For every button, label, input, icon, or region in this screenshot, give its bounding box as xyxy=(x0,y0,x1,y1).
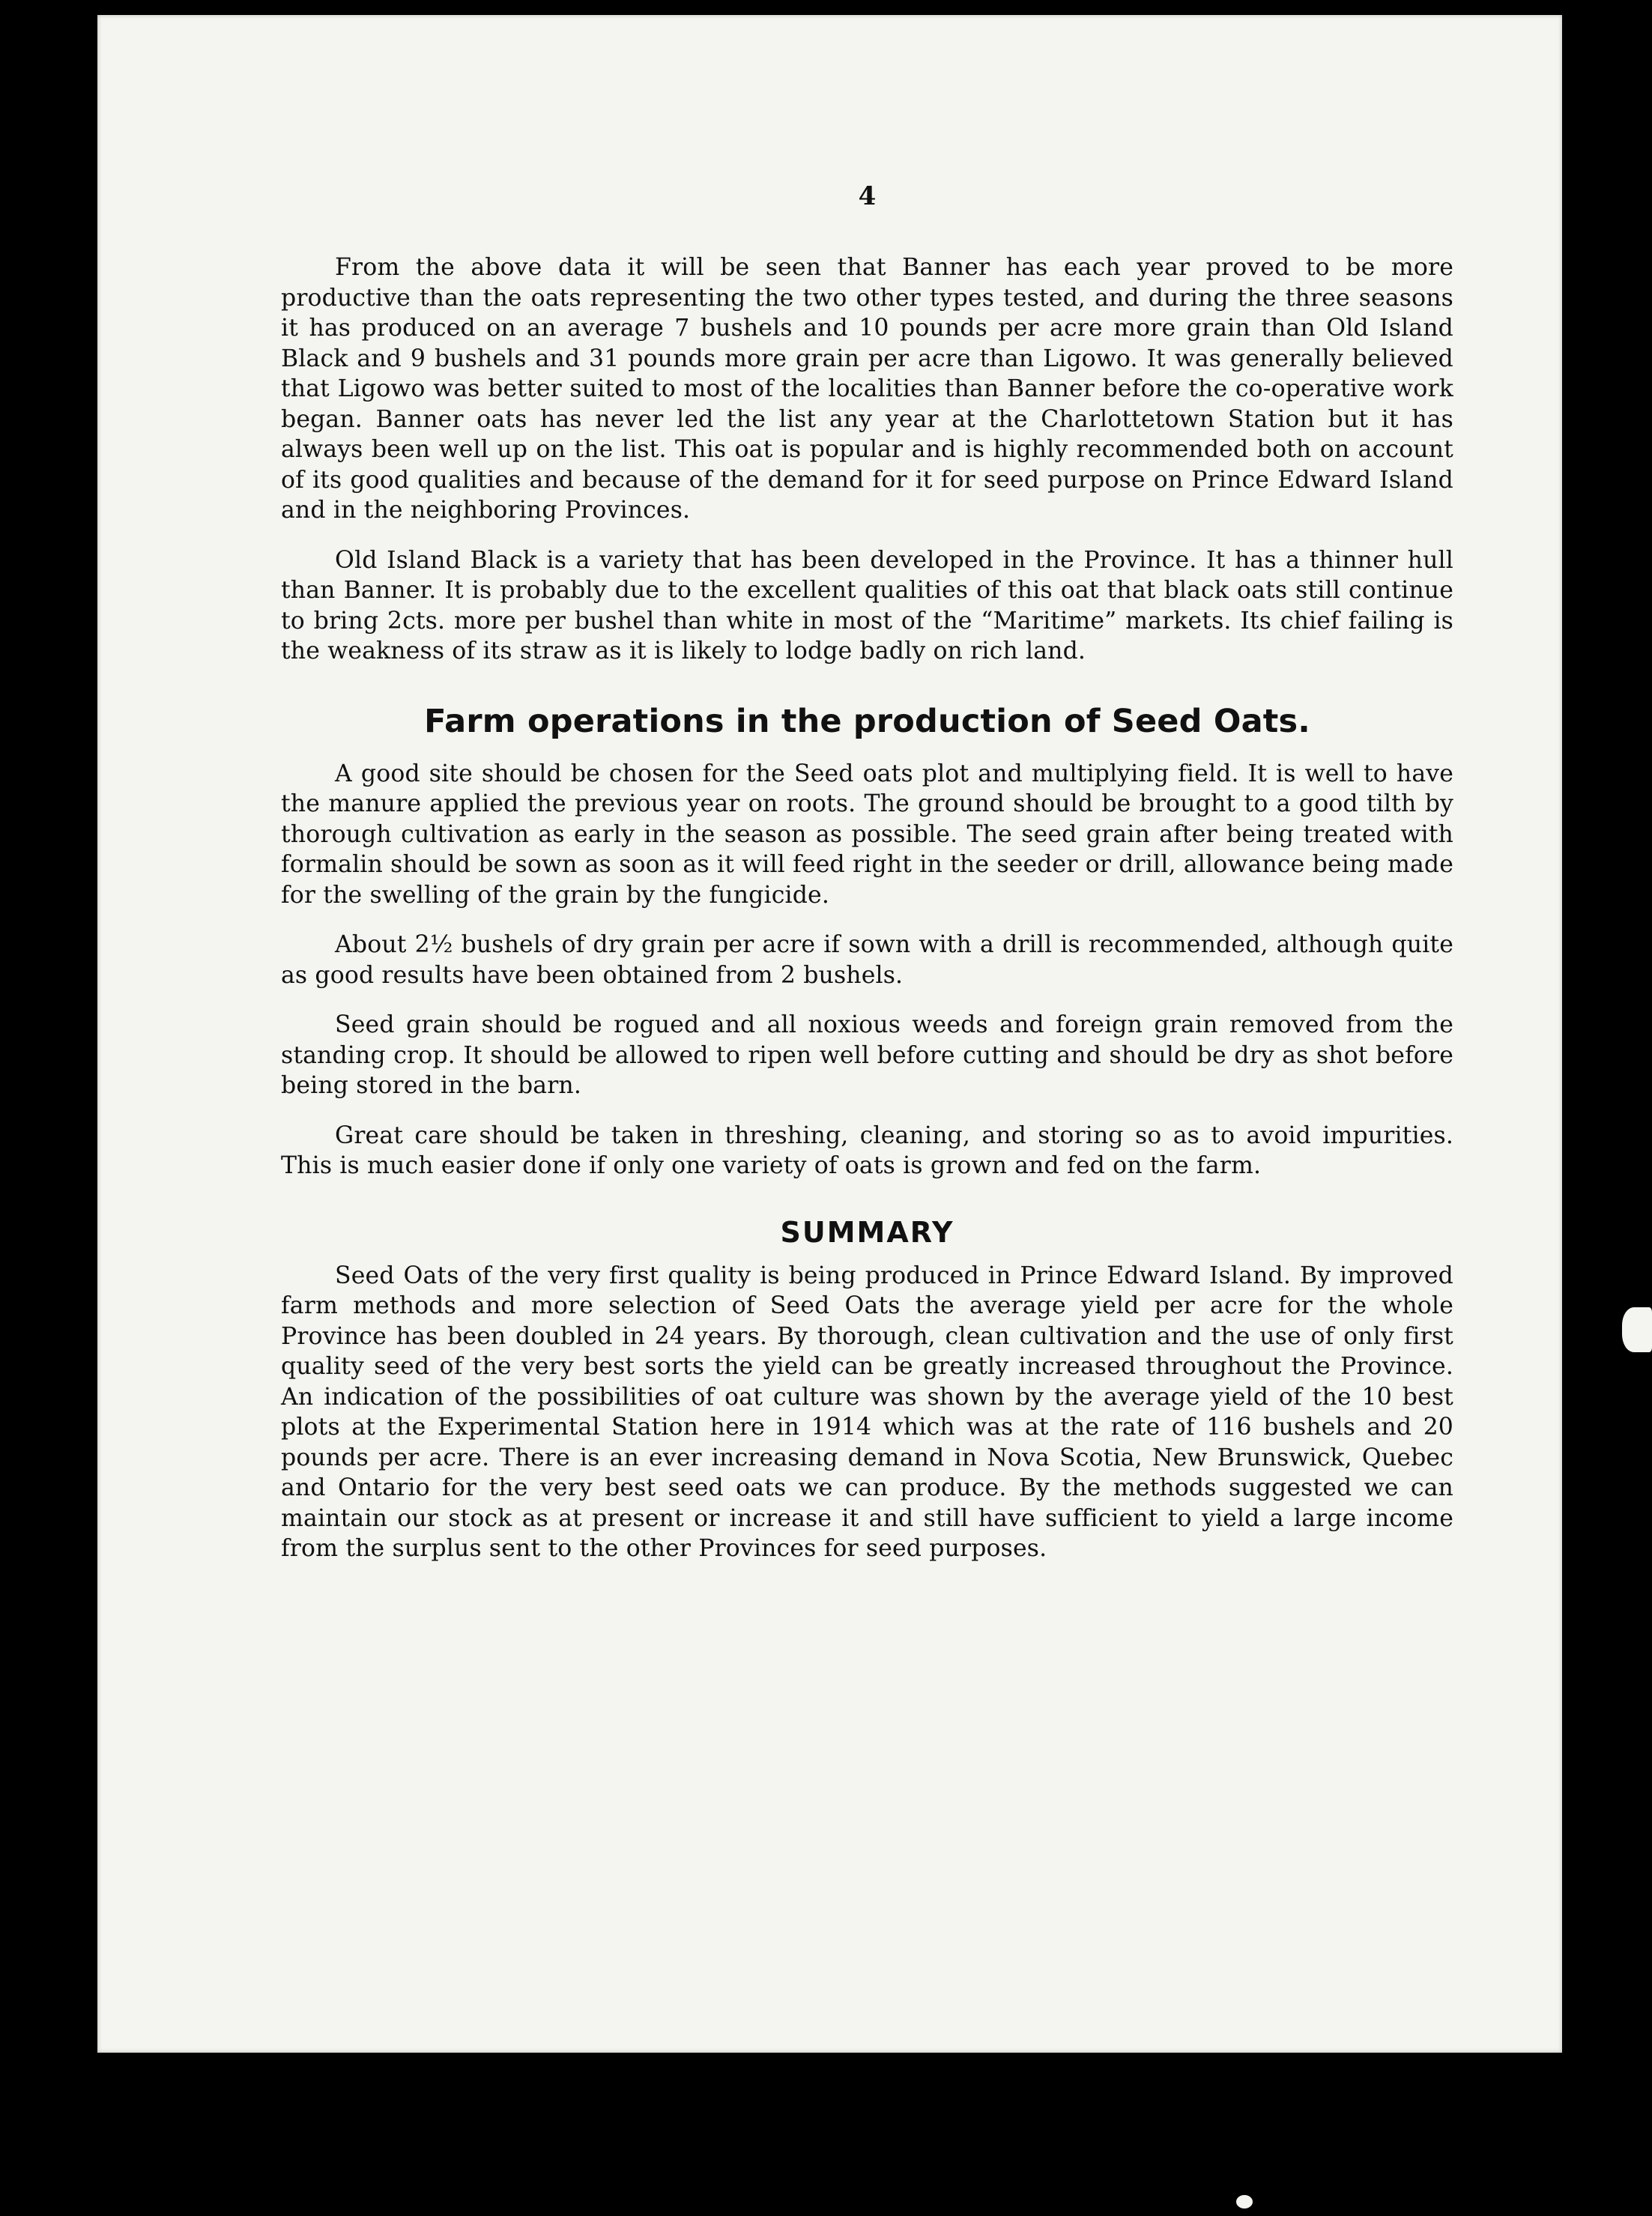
page-edge-speck xyxy=(1622,1307,1652,1352)
page-number: 4 xyxy=(858,181,877,211)
paragraph-threshing: Great care should be taken in threshing, cleaning, and storing so as to avoid impurities. This is much easier done if only one variety of oats is grown and fed on the farm. xyxy=(281,1121,1453,1180)
paragraph-banner-results: From the above data it will be seen that Banner has each year proved to be more productive than the oats representing the two other types tested, and during the three seasons it has produced on an average 7 bushels and 10 pounds per acre more grain than Old Island Black and 9 bushels and 31 pounds more grain per acre than Ligowo. It was generally believed that Ligowo was better suited to most of the localities than Banner before the co-operative work began. Banner oats has never led the list any year at the Charlottetown Station but it has always been well up on the list. This oat is popular and is highly recommended both on account of its good qualities and because of the demand for it for seed purpose on Prince Edward Island and in the neighboring Provinces. xyxy=(281,254,1453,524)
document-page xyxy=(97,15,1562,2053)
paragraph-old-island-black: Old Island Black is a variety that has been developed in the Province. It has a thinner hull than Banner. It is probably due to the excellent qualities of this oat that black oats still continue to bring 2cts. more per bushel than white in most of the “Maritime” markets. Its chief failing is the weakness of its straw as it is likely to lodge badly on rich land. xyxy=(281,546,1453,665)
section-heading: Farm operations in the production of Seed Oats. xyxy=(424,702,1310,740)
summary-paragraph: Seed Oats of the very first quality is being produced in Prince Edward Island. By improved farm methods and more selection of Seed Oats the average yield per acre for the whole Province has been doubled in 24 years. By thorough, clean cultivation and the use of only first quality seed of the very best sorts the yield can be greatly increased throughout the Province. An indication of the possibilities of oat culture was shown by the average yield of the 10 best plots at the Experimental Station here in 1914 which was at the rate of 116 bushels and 20 pounds per acre. There is an ever increasing demand in Nova Scotia, New Brunswick, Quebec and Ontario for the very best seed oats we can produce. By the methods suggested we can maintain our stock as at present or increase it and still have sufficient to yield a large income from the surplus sent to the other Provinces for seed purposes. xyxy=(281,1262,1453,1563)
summary-heading: SUMMARY xyxy=(780,1215,954,1249)
paragraph-site-selection: A good site should be chosen for the Seed oats plot and multiplying field. It is well to have the manure applied the previous year on roots. The ground should be brought to a good tilth by thorough cultivation as early in the season as possible. The seed grain after being treated with formalin should be sown as soon as it will feed right in the seeder or drill, allowance being made for the swelling of the grain by the fungicide. xyxy=(281,760,1453,909)
paragraph-roguing: Seed grain should be rogued and all noxious weeds and foreign grain removed from the standing crop. It should be allowed to ripen well before cutting and should be dry as shot before being stored in the barn. xyxy=(281,1011,1453,1100)
paragraph-seeding-rate: About 2½ bushels of dry grain per acre if sown with a drill is recommended, although quite as good results have been obtained from 2 bushels. xyxy=(281,931,1453,989)
page-content xyxy=(281,181,1453,1564)
scan-artifact-speck xyxy=(1236,2195,1253,2209)
